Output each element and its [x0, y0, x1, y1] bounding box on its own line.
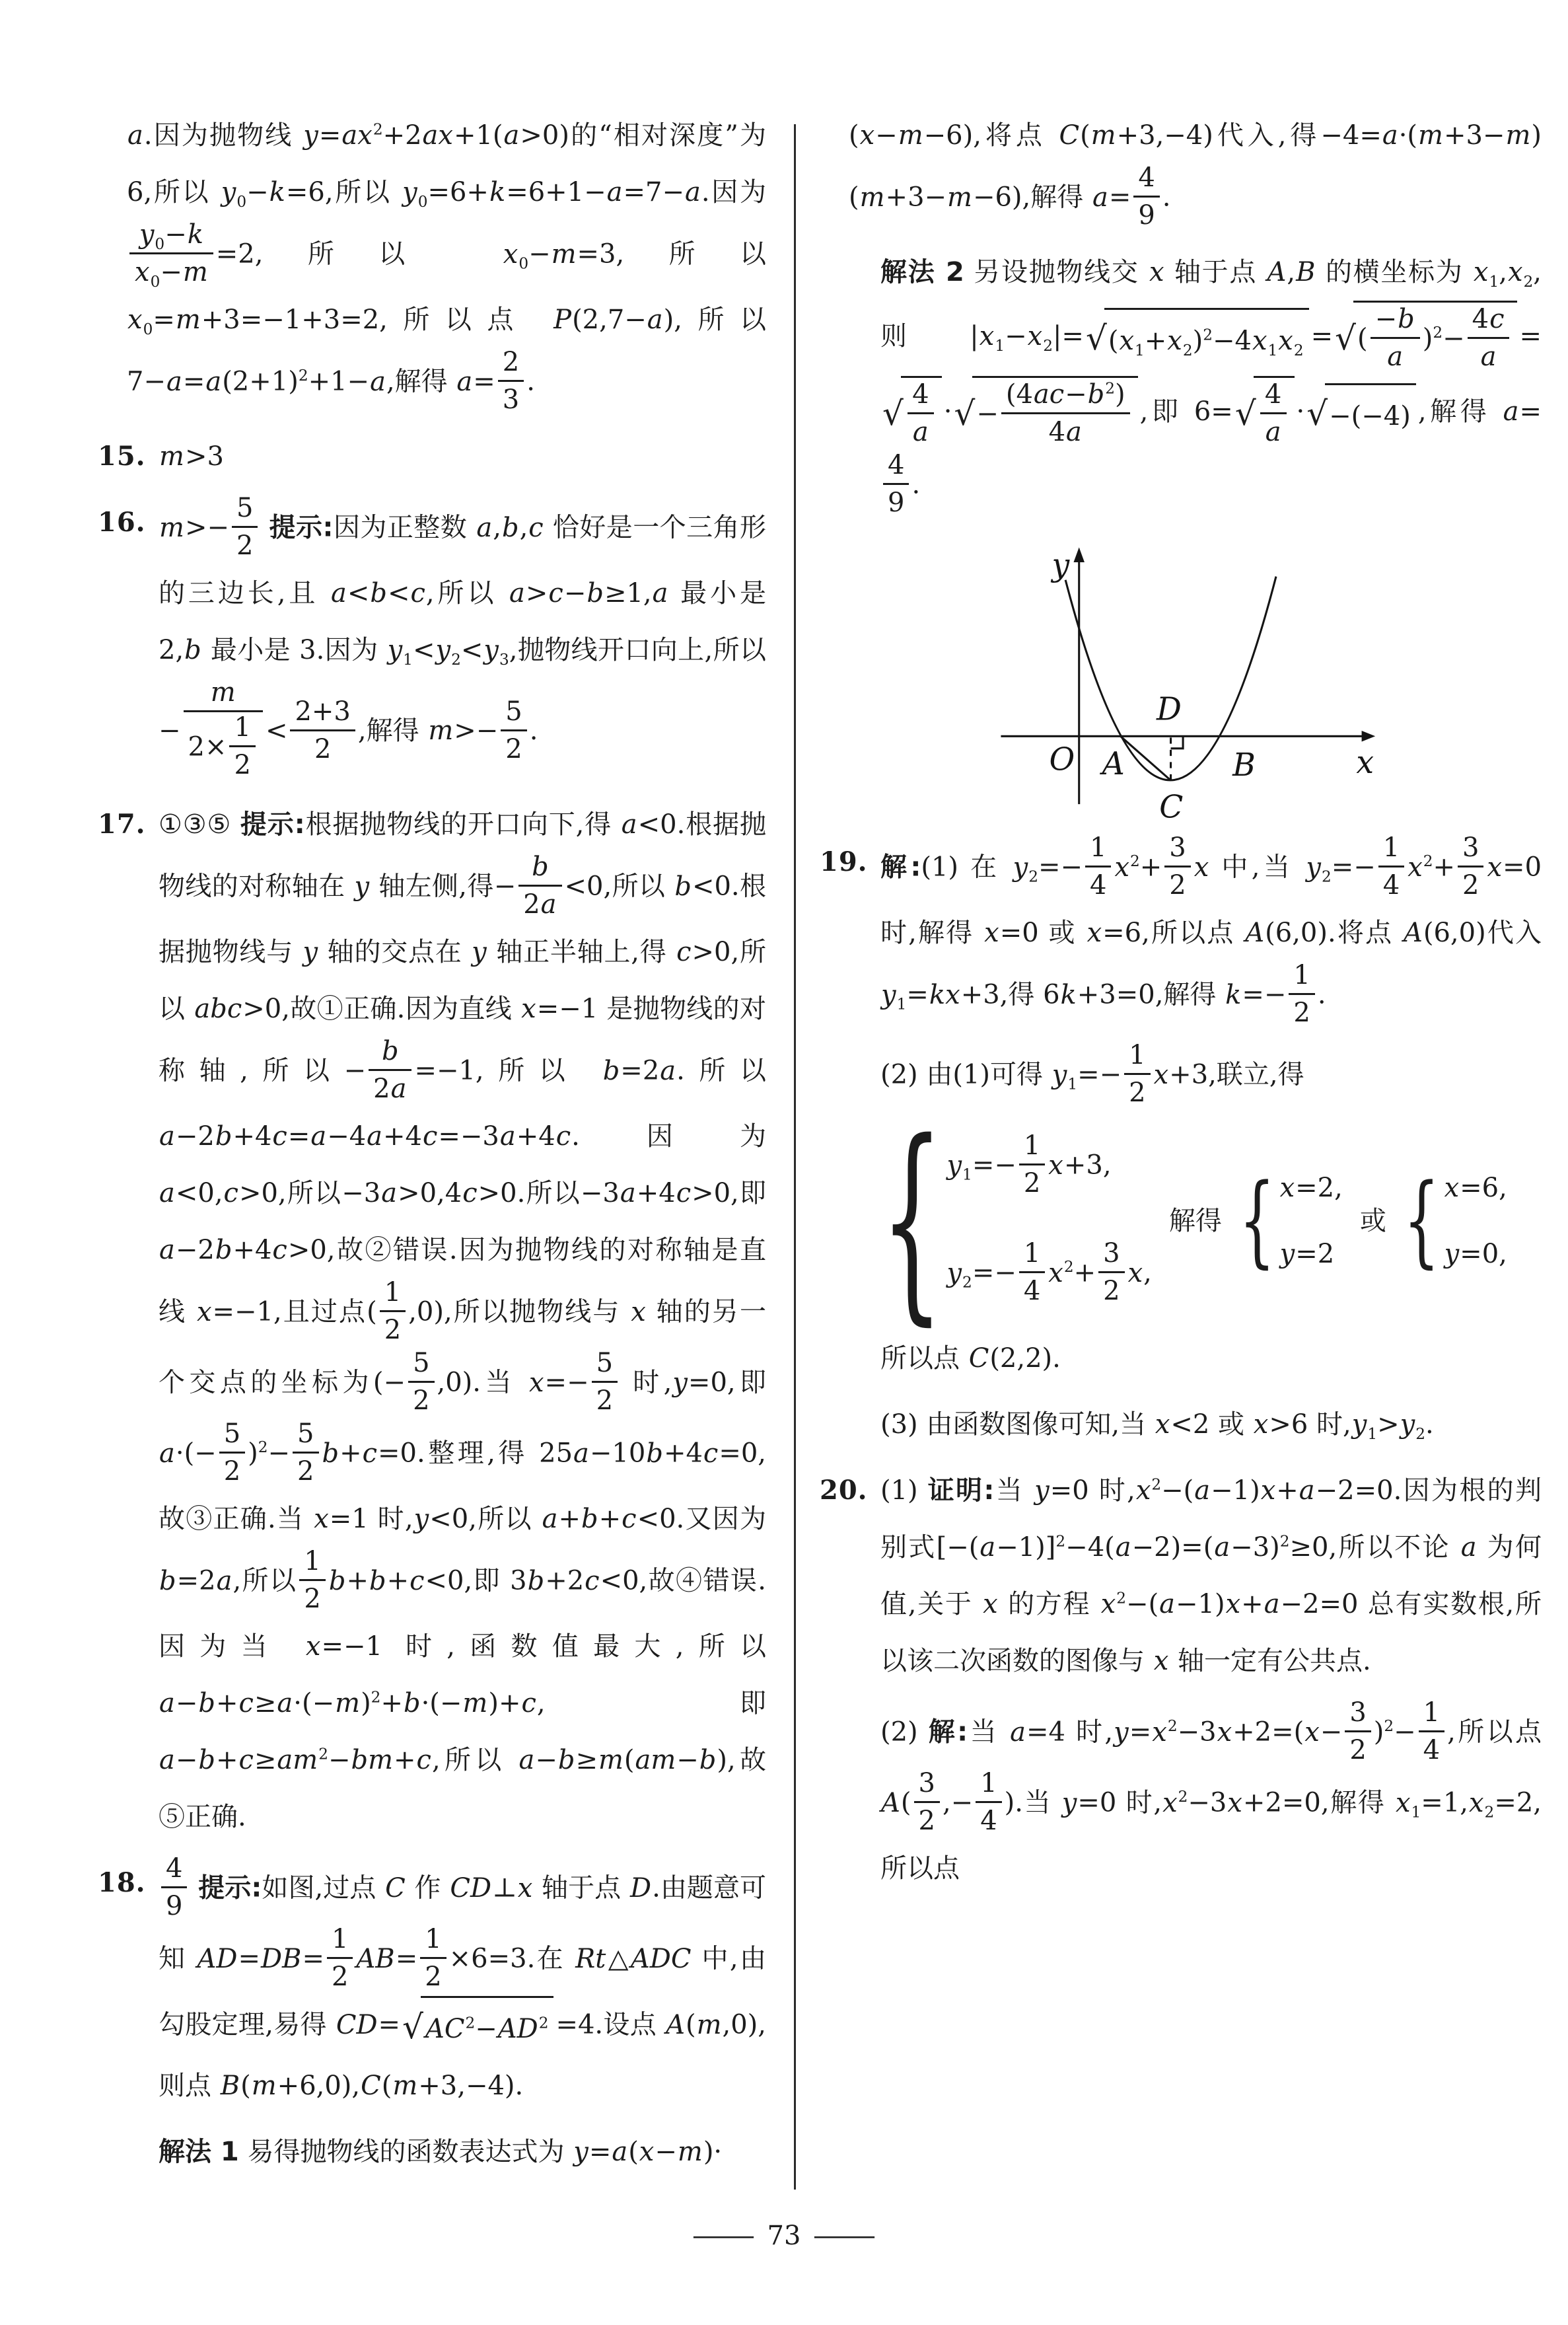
fraction: $\frac{5}{2}$: [219, 1417, 245, 1488]
segment-ac: [1120, 736, 1170, 780]
brace-group: [1404, 1160, 1507, 1282]
problem-block: [98, 796, 766, 1845]
fraction: m 2× $\frac{1}{2}$: [184, 676, 263, 784]
radical-icon: √: [882, 394, 904, 433]
problem-body: m>− $\frac{5}{2}$ 提示:因为正整数 a,b,c 恰好是一个三角形的三边长,且 a<b<c,所以 a>c−b≥1,a 最小是 2,b 最小是 3.因为 $y_1<y_2<y_3$,抛物线开口向上,所以− m 2× $\frac{1}{2}$ < $\frac{2+3}{2}$ ,解得 m>− $\frac{5}{2}$ .: [159, 494, 766, 787]
fraction: $\frac{1}{2}$: [1124, 1039, 1150, 1109]
problem-body: 所以点 C(2,2).: [880, 1343, 1061, 1374]
fraction: $\frac{1}{2}$: [420, 1923, 446, 1993]
x-axis-arrow: [1361, 731, 1375, 741]
bold-label: 解法 2: [880, 257, 964, 287]
fraction: $\frac{5}{2}$: [501, 695, 526, 766]
fraction: $\frac{2+3}{2}$: [290, 695, 355, 766]
column-divider: [794, 124, 796, 2190]
equation-line: x=6,: [1444, 1173, 1507, 1203]
problem-block: [98, 428, 766, 485]
paragraph: [98, 107, 766, 419]
fraction: $\frac{2}{3}$: [498, 346, 524, 416]
fraction: $\frac{4}{9}$: [1133, 161, 1159, 232]
figure-label-d: D: [1156, 691, 1182, 728]
fraction: $\frac{5}{2}$: [408, 1347, 434, 1417]
page-number: 73: [767, 2221, 801, 2251]
radical-icon: √: [1306, 394, 1328, 433]
problem-body: a.因为抛物线 $y=ax^2+2ax+1(a>0)$的“相对深度”为 6,所以 $y_0-k=6$,所以 $y_0=6+k=6+1-a=7-a$.因为 $\frac{y_0-k}{x_0-m}$ =2,所以 $x_0-m=3$,所以 $x_0=m+3=-1+3=2$,所以点 P(2,7−a),所以 $7-a=a(2+1)^2+1-a$,解得 a= $\frac{2}{3}$ .: [127, 120, 766, 415]
fraction: $\frac{b}{2a}$: [518, 850, 561, 921]
figure-label-c: C: [1158, 789, 1183, 825]
fraction: $\frac{b}{2a}$: [369, 1035, 411, 1105]
problem-block: [98, 1855, 766, 2114]
fraction: $\frac{3}{2}$: [1345, 1696, 1371, 1767]
bold-label: 解:: [928, 1716, 968, 1748]
problem-block: [820, 1462, 1542, 1689]
radical-icon: √: [1085, 319, 1107, 357]
problem-body: m>3: [159, 441, 224, 472]
problem-body: (2) 由(1)可得 $y_1=-$ $\frac{1}{2}$ x+3,联立,得: [880, 1040, 1304, 1108]
bold-label: 解:: [880, 852, 921, 883]
fraction: $\frac{4}{9}$: [161, 1852, 187, 1923]
left-brace-icon: {: [1238, 1163, 1275, 1279]
brace-group: [880, 1097, 1152, 1345]
fraction: $\frac{1}{2}$: [229, 711, 255, 782]
radical-icon: √: [1234, 394, 1256, 433]
problem-body: 解法 1 易得抛物线的函数表达式为 y=a(x−m)·: [159, 2137, 723, 2167]
fraction: $\frac{4}{a}$: [908, 378, 934, 449]
problem-body: (x−m−6),将点 C(m+3,−4)代入,得−4=a·(m+3−m)(m+3−m−6),解得 a= $\frac{4}{9}$ .: [849, 120, 1542, 231]
equation-line: y=2: [1279, 1239, 1335, 1269]
brace-group: [1239, 1160, 1343, 1282]
bold-label: 解法 1: [159, 2137, 239, 2167]
paragraph: [820, 244, 1542, 522]
page-footer: [690, 2207, 878, 2264]
fraction: $\frac{1}{4}$: [976, 1767, 1001, 1837]
problem-body: ①③⑤ 提示:根据抛物线的开口向下,得 a<0.根据抛物线的对称轴在 y 轴左侧,得− $\frac{b}{2a}$ <0,所以 b<0.根据抛物线与 y 轴的交点在 y 轴正半轴上,得 c>0,所以 abc>0,故①正确.因为直线 x=−1 是抛物线的对称轴,所以− $\frac{b}{2a}$ =−1,所以 b=2a.所以 a−2b+4c=a−4a+4c=−3a+4c.因为 a<0,c>0,所以−3a>0,4c>0.所以−3a+4c>0,即 a−2b+4c>0,故②错误.因为抛物线的对称轴是直线 x=−1,且过点( $\frac{1}{2}$ ,0),所以抛物线与 x 轴的另一个交点的坐标为(− $\frac{5}{2}$ ,0).当 x=− $\frac{5}{2}$ 时,y=0,即 a·(− $\frac{5}{2}$ )$^2$− $\frac{5}{2}$ b+c=0.整理,得 25a−10b+4c=0,故③正确.当 x=1 时,y<0,所以 a+b+c<0.又因为 b=2a,所以 $\frac{1}{2}$ b+b+c<0,即 3b+2c<0,故④错误.因为当 x=−1 时,函数值最大,所以 $a-b+c\ge a\cdot(-m)^2+b\cdot(-m)+c$,即 $a-b+c\ge am^2-bm+c$,所以 a−b≥m(am−b),故⑤正确.: [159, 809, 767, 1832]
figure-label-a: A: [1102, 745, 1125, 782]
fraction: $\frac{5}{2}$: [592, 1347, 618, 1417]
footer-dash-left: —: [690, 2221, 757, 2251]
radical-icon: √: [1335, 319, 1356, 357]
problem-number: 15.: [98, 441, 146, 472]
problem-body: (3) 由函数图像可知,当 x<2 或 x>6 时$,y_1>y_2$.: [880, 1409, 1434, 1443]
equation-line: x=2,: [1279, 1173, 1343, 1203]
bold-label: 提示:: [198, 1872, 262, 1903]
fraction: $\frac{1}{2}$: [327, 1923, 353, 1993]
paragraph: [820, 1396, 1542, 1453]
fraction: $\frac{y_0-k}{x_0-m}$: [129, 218, 213, 289]
problem-block: [820, 834, 1542, 1032]
bold-label: 提示:: [240, 809, 305, 840]
square-root: [882, 376, 942, 451]
fraction: $\frac{5}{2}$: [232, 492, 258, 562]
right-angle-mark: [1170, 736, 1183, 749]
fraction: $\frac{1}{2}$: [1289, 959, 1314, 1029]
fraction: $\frac{3}{2}$: [1458, 831, 1483, 902]
problem-number: 16.: [98, 507, 146, 538]
square-root: [1235, 376, 1295, 451]
bold-label: 证明:: [927, 1475, 995, 1506]
left-brace-icon: {: [1403, 1163, 1440, 1279]
figure-label-b: B: [1232, 747, 1256, 784]
right-column: [820, 98, 1542, 2190]
bold-label: 提示:: [269, 512, 334, 543]
problem-body: 解法 2 另设抛物线交 x 轴于点 A,B 的横坐标为 $x_1,x_2$,则$|x_1-x_2|=$ √ $(x_1+x_2)^2-4x_1x_2$ = √ ( $\frac{-b}{a}$ )$^2$− $\frac{4c}{a}$ = √ $\frac{4}{a}$ · √ − $\frac{(4ac-b^2)}{4a}$ ,即 6= √ $\frac{4}{a}$ · √ −(−4) ,解得 a= $\frac{4}{9}$ .: [880, 257, 1542, 518]
fraction: $\frac{5}{2}$: [293, 1417, 318, 1488]
figure-label-y: y: [1051, 547, 1069, 584]
figure-wrapper: [820, 539, 1542, 825]
problem-body: (2) 解:当 a=4 时$,y=x^2-3x+2=(x-$ $\frac{3}{2}$ )$^2$− $\frac{1}{4}$ ,所以点 A( $\frac{3}{2}$ ,− $\frac{1}{4}$ ).当 y=0 时$,x^2-3x+2=0$,解得 $x_1=1,x_2=2$,所以点: [880, 1697, 1542, 1884]
left-column: [98, 98, 766, 2190]
equation-line: $y_2=-$ $\frac{1}{4}$ $x^2+$ $\frac{3}{2}$ x,: [946, 1238, 1152, 1306]
square-root: √ $(x_1+x_2)^2-4x_1x_2$: [1086, 308, 1309, 369]
fraction: $\frac{1}{4}$: [1019, 1237, 1045, 1308]
paragraph: [820, 107, 1542, 235]
problem-number: 17.: [98, 809, 146, 840]
fraction: $\frac{3}{2}$: [1164, 831, 1190, 902]
y-axis-arrow: [1073, 547, 1084, 562]
fraction: $\frac{3}{2}$: [1098, 1237, 1124, 1308]
fraction: $\frac{1}{4}$: [1378, 831, 1404, 902]
fraction: $\frac{4}{a}$: [1260, 378, 1287, 449]
problem-body: (1) 证明:当 y=0 时$,x^2-(a-1)x+a-2=0$.因为根的判别式$[-(a-1)]^2-4(a-2)=(a-3)^2\ge 0$,所以不论 a 为何值,关于 x 的方程 $x^2-(a-1)x+a-2=0$ 总有实数根,所以该二次函数的图像与 x 轴一定有公共点.: [880, 1475, 1542, 1676]
or-label: 或: [1359, 1206, 1386, 1236]
left-brace-icon: {: [880, 1097, 944, 1345]
fraction: $\frac{3}{2}$: [914, 1767, 940, 1837]
paragraph: [98, 2123, 766, 2180]
solve-label: 解得: [1168, 1206, 1222, 1236]
square-root: √ −(−4): [1306, 383, 1416, 445]
fraction: $\frac{-b}{a}$: [1371, 303, 1420, 373]
fraction: $\frac{4c}{a}$: [1468, 303, 1510, 373]
problem-number: 19.: [820, 846, 868, 877]
square-root: √ − $\frac{(4ac-b^2)}{4a}$: [954, 376, 1137, 451]
fraction: $\frac{1}{2}$: [299, 1545, 325, 1615]
paragraph: [820, 1699, 1542, 1897]
square-root: √ ( $\frac{-b}{a}$ )$^2$− $\frac{4c}{a}$: [1335, 301, 1517, 376]
radical-icon: √: [402, 2007, 423, 2046]
fraction: $\frac{(4ac-b^2)}{4a}$: [1001, 378, 1130, 449]
square-root: √ $AC^2-AD^2$: [402, 1996, 553, 2057]
fraction: $\frac{1}{4}$: [1085, 831, 1111, 902]
equation-system-row: [880, 1097, 1542, 1345]
fraction: $\frac{4}{9}$: [883, 449, 909, 519]
parabola-figure: [962, 539, 1400, 825]
equation-line: $y_1=-$ $\frac{1}{2}$ x+3,: [946, 1130, 1112, 1199]
fraction: $\frac{1}{2}$: [380, 1276, 406, 1347]
fraction: $\frac{1}{2}$: [1019, 1129, 1045, 1200]
problem-number: 20.: [820, 1475, 868, 1506]
problem-body: $\frac{4}{9}$ 提示:如图,过点 C 作 CD⊥x 轴于点 D.由题意可知 AD=DB= $\frac{1}{2}$ AB= $\frac{1}{2}$ ×6=3.在 Rt△ADC 中,由勾股定理,易得 CD= √ $AC^2-AD^2$ =4.设点 A(m,0),则点 B(m+6,0),C(m+3,−4).: [159, 1853, 767, 2101]
equation-line: y=0,: [1444, 1239, 1507, 1269]
problem-number: 18.: [98, 1867, 146, 1898]
problem-body: 解:(1) 在 $y_2=-$ $\frac{1}{4}$ $x^2+$ $\frac{3}{2}$ x 中,当 $y_2=-$ $\frac{1}{4}$ $x^2+$ $\frac{3}{2}$ x=0 时,解得 x=0 或 x=6,所以点 A(6,0).将点 A(6,0)代入 $y_1=kx+3$,得 6k+3=0,解得 k=− $\frac{1}{2}$ .: [880, 832, 1542, 1028]
radical-icon: √: [954, 394, 976, 433]
figure-label-x: x: [1355, 744, 1374, 781]
figure-label-o: O: [1048, 741, 1075, 778]
problem-block: [98, 494, 766, 787]
fraction: $\frac{1}{4}$: [1419, 1696, 1444, 1767]
footer-dash-right: —: [811, 2221, 878, 2251]
